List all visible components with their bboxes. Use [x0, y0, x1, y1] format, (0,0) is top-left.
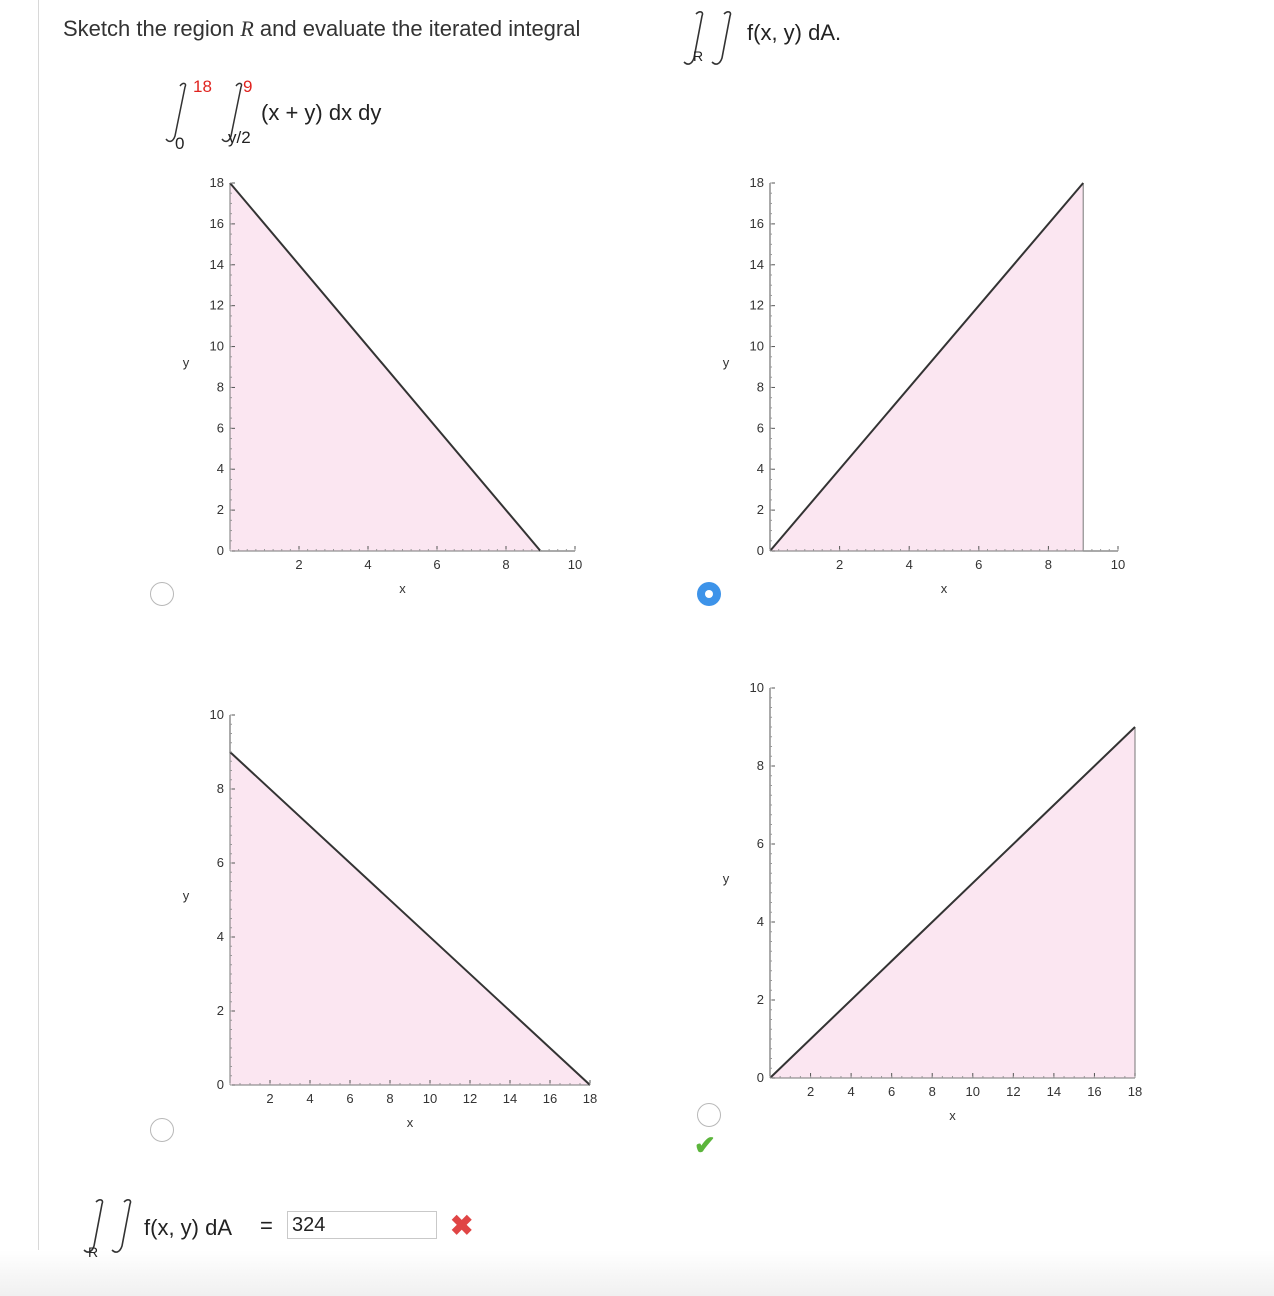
y-tick-label: 4	[756, 461, 764, 477]
x-tick-label: 6	[346, 1091, 354, 1106]
option-a-graph	[170, 165, 630, 610]
y-tick-label: 2	[756, 992, 764, 1007]
x-tick-label: 8	[386, 1091, 394, 1106]
x-tick-label: 6	[433, 557, 441, 572]
prompt-rest: and evaluate the iterated integral	[253, 16, 581, 41]
x-tick-label: 12	[462, 1091, 478, 1106]
outer-lower-limit: 0	[175, 134, 185, 153]
iterated-integral	[160, 72, 440, 152]
correct-check-icon: ✔	[694, 1130, 716, 1160]
graph-svg	[720, 165, 1180, 605]
x-tick-label: 8	[1044, 557, 1053, 572]
x-axis-label: x	[940, 581, 948, 596]
x-mark-icon: ✖	[450, 1210, 474, 1241]
y-tick-label: 6	[756, 836, 764, 851]
y-tick-label: 16	[209, 215, 224, 231]
y-tick-label: 2	[216, 502, 224, 518]
y-tick-label: 4	[216, 929, 224, 944]
y-tick-label: 14	[749, 256, 764, 272]
option-c-graph	[170, 675, 630, 1150]
y-axis-label: y	[182, 355, 190, 370]
y-tick-label: 0	[756, 1070, 764, 1085]
answer-row	[80, 1196, 500, 1266]
x-tick-label: 6	[888, 1084, 896, 1099]
graph-svg	[170, 675, 630, 1145]
x-tick-label: 10	[1110, 557, 1126, 572]
integral-region-label: R	[693, 48, 704, 64]
inner-upper-limit: 9	[243, 77, 253, 96]
double-integral-symbol	[680, 8, 744, 68]
x-tick-label: 4	[364, 557, 372, 572]
inner-lower-limit: y/2	[228, 128, 251, 147]
y-axis-label: y	[182, 888, 190, 903]
y-tick-label: 2	[756, 502, 764, 518]
integral-expression: f(x, y) dA.	[747, 20, 842, 45]
option-b-graph	[720, 165, 1180, 610]
option-c-radio[interactable]	[150, 1118, 174, 1142]
y-tick-label: 2	[216, 1003, 224, 1018]
answer-integral-expression: f(x, y) dA	[144, 1215, 233, 1240]
x-axis-label: x	[406, 1115, 414, 1130]
x-tick-label: 16	[1087, 1084, 1102, 1099]
y-tick-label: 10	[209, 707, 224, 722]
y-tick-label: 18	[209, 175, 224, 190]
y-tick-label: 12	[209, 297, 224, 313]
x-tick-label: 2	[266, 1091, 274, 1106]
x-tick-label: 4	[306, 1091, 314, 1106]
y-tick-label: 6	[216, 855, 224, 870]
x-tick-label: 4	[847, 1084, 855, 1099]
x-tick-label: 8	[502, 557, 510, 572]
y-axis-label: y	[722, 871, 730, 886]
x-tick-label: 6	[975, 557, 983, 572]
y-tick-label: 6	[756, 420, 764, 436]
x-tick-label: 4	[905, 557, 913, 572]
x-axis-label: x	[399, 581, 406, 596]
y-tick-label: 8	[756, 758, 764, 773]
graph-svg	[170, 165, 630, 605]
option-d-graph	[720, 670, 1180, 1123]
graph-svg	[720, 670, 1180, 1123]
x-tick-label: 18	[1127, 1084, 1143, 1099]
outer-upper-limit: 18	[193, 77, 212, 96]
y-tick-label: 4	[216, 461, 224, 477]
x-axis-label: x	[949, 1108, 956, 1123]
y-tick-label: 10	[749, 680, 764, 695]
integrand: (x + y) dx dy	[261, 100, 382, 125]
option-a-radio[interactable]	[150, 582, 174, 606]
x-tick-label: 10	[965, 1084, 981, 1099]
x-tick-label: 10	[422, 1091, 438, 1106]
y-tick-label: 8	[216, 379, 224, 395]
option-d-radio[interactable]	[697, 1103, 721, 1127]
option-b-radio[interactable]	[697, 582, 721, 606]
x-tick-label: 2	[835, 557, 844, 572]
y-tick-label: 4	[756, 914, 764, 929]
x-tick-label: 10	[567, 557, 583, 572]
y-axis-label: y	[722, 355, 730, 370]
x-tick-label: 18	[582, 1091, 598, 1106]
x-tick-label: 14	[1046, 1084, 1062, 1099]
y-tick-label: 18	[749, 175, 764, 190]
x-tick-label: 16	[542, 1091, 558, 1106]
equals-sign: =	[260, 1213, 273, 1238]
y-tick-label: 8	[216, 781, 224, 796]
y-tick-label: 0	[756, 543, 764, 558]
x-tick-label: 14	[502, 1091, 518, 1106]
question-prompt	[63, 16, 580, 42]
y-tick-label: 6	[216, 420, 224, 436]
y-tick-label: 14	[209, 256, 224, 272]
x-tick-label: 8	[928, 1084, 936, 1099]
answer-region-label: R	[88, 1244, 99, 1260]
prompt-var: R	[240, 16, 254, 41]
x-tick-label: 12	[1006, 1084, 1021, 1099]
answer-input[interactable]	[287, 1211, 437, 1239]
y-tick-label: 16	[749, 215, 764, 231]
y-tick-label: 10	[209, 338, 224, 354]
y-tick-label: 12	[749, 297, 764, 313]
prompt-text: Sketch the region	[63, 16, 241, 41]
y-tick-label: 0	[216, 1077, 224, 1092]
left-border	[38, 0, 39, 1296]
y-tick-label: 8	[756, 379, 764, 395]
y-tick-label: 10	[749, 338, 764, 354]
x-tick-label: 2	[806, 1084, 815, 1099]
y-tick-label: 0	[216, 543, 224, 558]
x-tick-label: 2	[295, 557, 303, 572]
